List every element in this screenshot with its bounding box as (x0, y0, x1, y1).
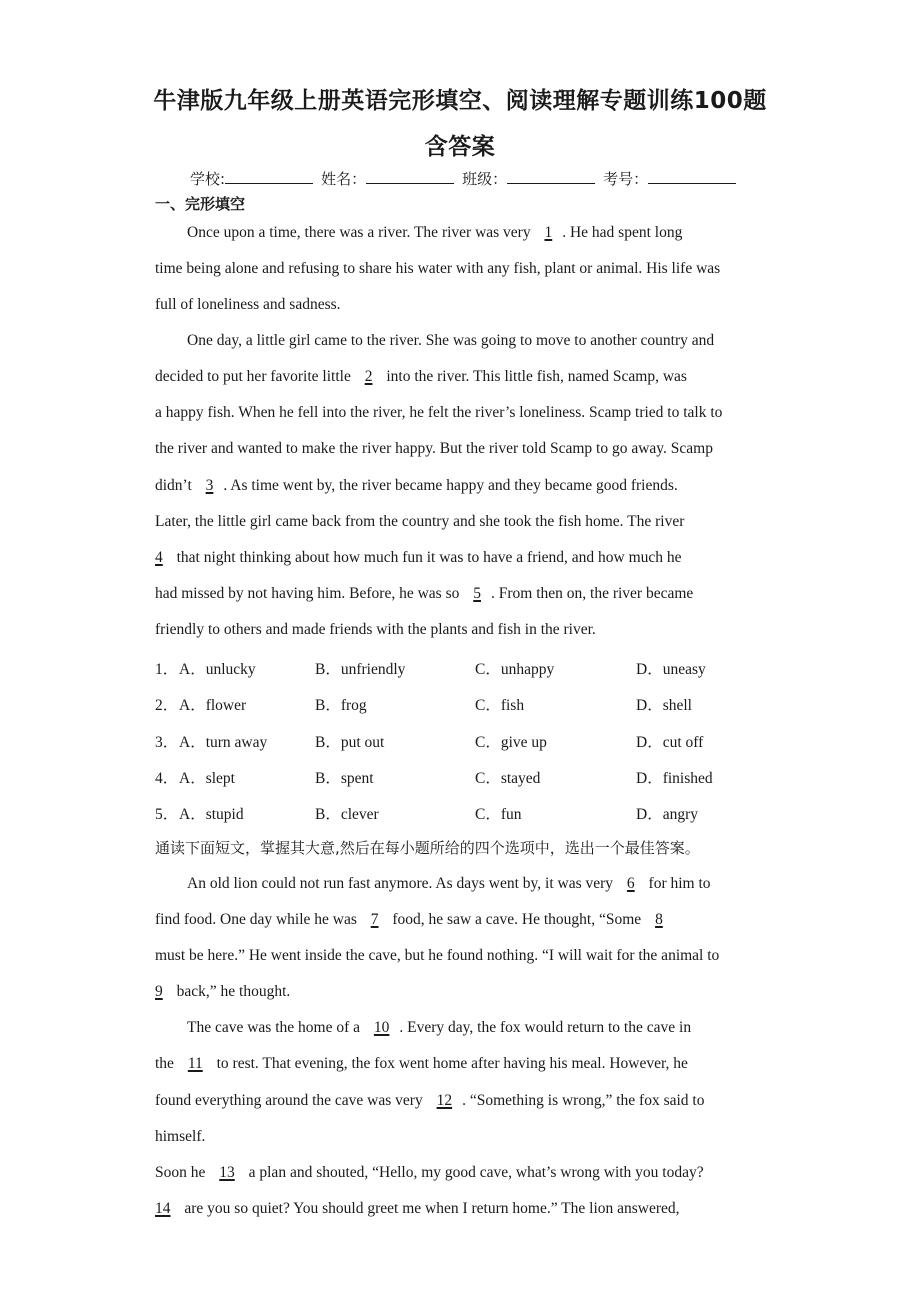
blank-10: 10 (373, 1019, 390, 1036)
option-b[interactable]: B．clever (315, 806, 379, 823)
passage2-line: himself. (155, 1128, 206, 1145)
blank-4: 4 (155, 549, 163, 566)
blank-14: 14 (155, 1200, 171, 1217)
blank-8: 8 (655, 911, 663, 928)
student-info-row (190, 168, 744, 189)
option-a[interactable]: A．stupid (179, 806, 244, 823)
class-label: 班级： (462, 170, 508, 188)
passage2-line: 9 back,” he thought. (155, 983, 291, 1000)
option-c[interactable]: C．stayed (475, 770, 541, 787)
option-d[interactable]: D．angry (636, 806, 698, 823)
name-label: 姓名： (321, 170, 367, 188)
passage2-line: 14 are you so quiet? You should greet me when I return home.” The lion answered, (155, 1200, 680, 1217)
passage1-line: full of loneliness and sadness. (155, 296, 341, 313)
blank-9: 9 (155, 983, 163, 1000)
option-a[interactable]: A．flower (179, 697, 247, 714)
option-c[interactable]: C．give up (475, 734, 547, 751)
class-blank[interactable] (507, 169, 595, 184)
passage1-line: Once upon a time, there was a river. The river was very 1 . He had spent long (187, 224, 683, 241)
passage2-line: The cave was the home of a 10 . Every day, the fox would return to the cave in (187, 1019, 692, 1036)
option-c[interactable]: C．unhappy (475, 661, 555, 678)
option-d[interactable]: D．finished (636, 770, 713, 787)
blank-7: 7 (370, 911, 379, 928)
blank-11: 11 (187, 1055, 203, 1072)
passage1-line: Later, the little girl came back from the country and she took the fish home. The river (155, 513, 685, 530)
option-d[interactable]: D．cut off (636, 734, 704, 751)
section-heading: 一、完形填空 (155, 195, 246, 213)
number-blank[interactable] (648, 169, 736, 184)
passage1-line: decided to put her favorite little 2 into the river. This little fish, named Scamp, was (155, 368, 687, 385)
option-b[interactable]: B．put out (315, 734, 385, 751)
blank-1: 1 (544, 224, 553, 241)
question-number: 1． (155, 661, 179, 678)
passage2-line: found everything around the cave was very 12 . “Something is wrong,” the fox said to (155, 1092, 705, 1109)
option-b[interactable]: B．frog (315, 697, 367, 714)
option-a[interactable]: A．unlucky (179, 661, 256, 678)
name-blank[interactable] (366, 169, 454, 184)
passage2-line: An old lion could not run fast anymore. As days went by, it was very 6 for him to (187, 875, 711, 892)
passage1-line: friendly to others and made friends with the plants and fish in the river. (155, 621, 596, 638)
option-a[interactable]: A．slept (179, 770, 235, 787)
question-number: 2． (155, 697, 179, 714)
option-c[interactable]: C．fish (475, 697, 525, 714)
passage1-line: time being alone and refusing to share his water with any fish, plant or animal. His life was (155, 260, 721, 277)
passage2-line: Soon he 13 a plan and shouted, “Hello, my good cave, what’s wrong with you today? (155, 1164, 704, 1181)
blank-13: 13 (219, 1164, 235, 1181)
blank-5: 5 (473, 585, 481, 602)
option-d[interactable]: D．uneasy (636, 661, 706, 678)
option-a[interactable]: A．turn away (179, 734, 268, 751)
option-b[interactable]: B．spent (315, 770, 374, 787)
blank-2: 2 (364, 368, 373, 385)
document-title-line2: 含答案 (424, 134, 496, 160)
blank-6: 6 (626, 875, 635, 892)
passage1-line: had missed by not having him. Before, he was so 5 . From then on, the river became (155, 585, 694, 602)
passage1-line: the river and wanted to make the river happy. But the river told Scamp to go away. Scamp (155, 440, 713, 457)
blank-12: 12 (436, 1092, 453, 1109)
passage1-line: a happy fish. When he fell into the river, he felt the river’s loneliness. Scamp tried to talk to (155, 404, 723, 421)
document-title: 牛津版九年级上册英语完形填空、阅读理解专题训练100题 (153, 88, 767, 114)
passage1-line: 4 that night thinking about how much fun it was to have a friend, and how much he (155, 549, 682, 566)
passage2-line: the 11 to rest. That evening, the fox went home after having his meal. However, he (155, 1055, 688, 1072)
passage2-line: find food. One day while he was 7 food, he saw a cave. He thought, “Some 8 (155, 911, 673, 929)
option-c[interactable]: C．fun (475, 806, 522, 823)
question-number: 5． (155, 806, 179, 823)
school-blank[interactable] (225, 169, 313, 184)
option-b[interactable]: B．unfriendly (315, 661, 406, 678)
school-label: 学校: (190, 170, 226, 188)
number-label: 考号： (603, 170, 649, 188)
question-number: 4． (155, 770, 179, 787)
instruction-text: 通读下面短文，掌握其大意,然后在每小题所给的四个选项中，选出一个最佳答案。 (155, 839, 700, 857)
passage1-line: One day, a little girl came to the river. She was going to move to another country and (187, 332, 715, 349)
passage1-line: didn’t 3 . As time went by, the river became happy and they became good friends. (155, 477, 678, 494)
blank-3: 3 (205, 477, 214, 494)
passage2-line: must be here.” He went inside the cave, but he found nothing. “I will wait for the animal to (155, 947, 720, 964)
option-d[interactable]: D．shell (636, 697, 692, 714)
question-number: 3． (155, 734, 179, 751)
